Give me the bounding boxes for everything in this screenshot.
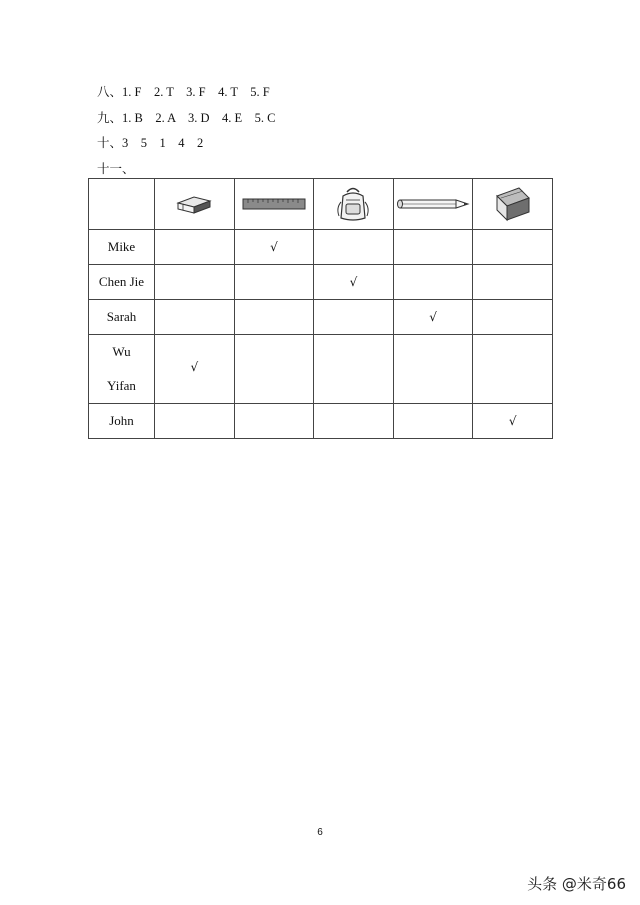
table-cell — [234, 265, 314, 300]
header-empty-cell — [89, 179, 155, 230]
check-mark: √ — [508, 414, 517, 428]
row-name: Sarah — [89, 300, 155, 335]
answer-table — [88, 178, 553, 439]
row-name — [89, 335, 155, 404]
header-cell — [393, 179, 473, 230]
table-cell — [393, 300, 473, 335]
table-cell — [314, 265, 394, 300]
table-cell — [314, 335, 394, 404]
row-name-line: Wu — [112, 344, 131, 359]
table-cell — [234, 230, 314, 265]
table-cell — [234, 335, 314, 404]
table-row — [89, 335, 553, 404]
table-cell — [314, 300, 394, 335]
eraser-icon — [174, 191, 214, 217]
header-cell — [234, 179, 314, 230]
ruler-icon — [242, 197, 306, 211]
schoolbag-icon — [333, 184, 373, 224]
check-mark: √ — [429, 310, 437, 324]
check-mark: √ — [190, 360, 199, 374]
table-cell — [234, 300, 314, 335]
table-cell — [234, 404, 314, 439]
table-cell — [473, 404, 553, 439]
table-row — [89, 265, 553, 300]
table-cell — [155, 230, 235, 265]
table-cell — [473, 265, 553, 300]
check-mark: √ — [349, 275, 358, 289]
row-name: John — [89, 404, 155, 439]
check-mark: √ — [270, 240, 278, 254]
answer-line-11: 十一、 — [97, 161, 135, 176]
table-row — [89, 230, 553, 265]
row-name-line: Yifan — [107, 378, 136, 393]
table-cell — [155, 300, 235, 335]
answer-line-8: 八、1. F 2. T 3. F 4. T 5. F — [97, 85, 270, 99]
page-number: 6 — [317, 827, 323, 838]
table-row — [89, 404, 553, 439]
header-cell — [155, 179, 235, 230]
table-cell — [314, 404, 394, 439]
table-cell — [473, 300, 553, 335]
table-header-row — [89, 179, 553, 230]
answer-list — [97, 80, 276, 182]
answer-line-9: 九、1. B 2. A 3. D 4. E 5. C — [97, 110, 276, 125]
watermark: 头条 @米奇66 — [527, 875, 626, 893]
table-cell — [473, 230, 553, 265]
table-cell — [393, 230, 473, 265]
table-cell — [393, 265, 473, 300]
row-name: Chen Jie — [89, 265, 155, 300]
header-cell — [314, 179, 394, 230]
table-row — [89, 300, 553, 335]
table-cell — [155, 265, 235, 300]
table-cell — [393, 404, 473, 439]
answer-line-10: 十、3 5 1 4 2 — [97, 136, 204, 150]
pencil-box-icon — [493, 184, 533, 224]
pencil-icon — [396, 196, 470, 212]
row-name: Mike — [89, 230, 155, 265]
table-cell — [314, 230, 394, 265]
table-cell — [155, 404, 235, 439]
table-cell — [393, 335, 473, 404]
table-cell — [473, 335, 553, 404]
table-cell — [155, 335, 235, 404]
header-cell — [473, 179, 553, 230]
